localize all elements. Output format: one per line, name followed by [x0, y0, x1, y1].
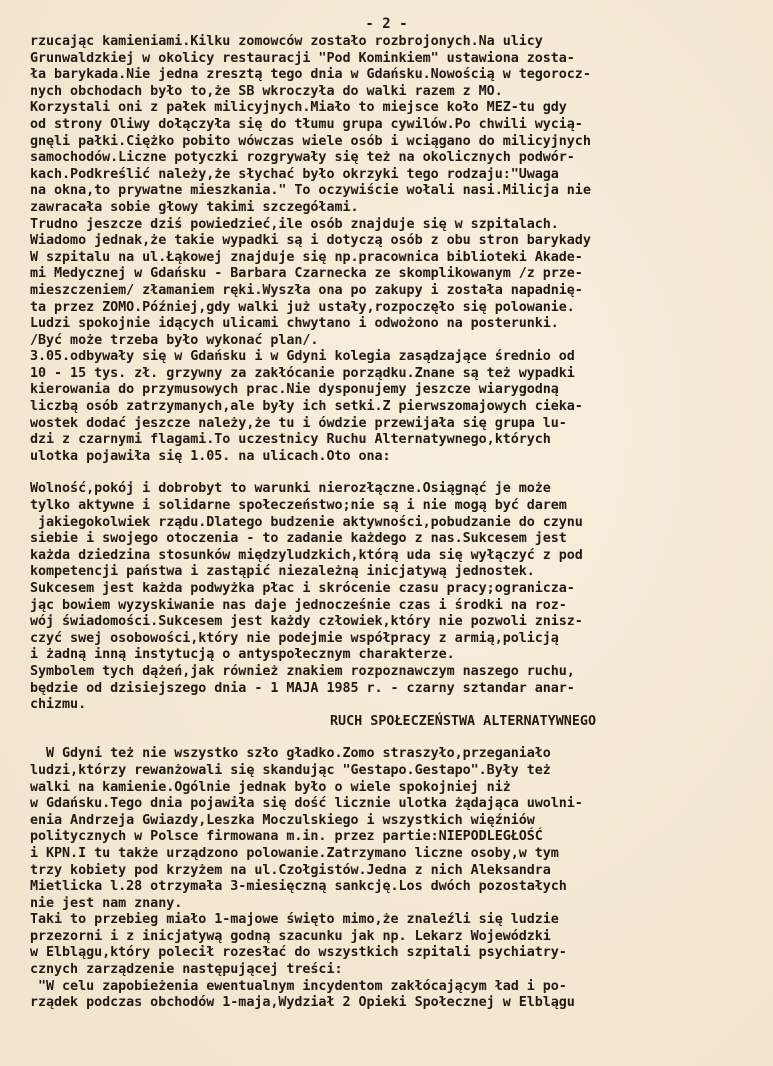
text-line: zawracała sobie głowy takimi szczegółami. [30, 199, 359, 215]
paragraph-elblag [30, 912, 743, 1012]
paragraph-hospitals [30, 217, 743, 350]
text-line: Ludzi spokojnie idących ulicami chwytano i odwożono na posterunki. [30, 316, 559, 332]
text-line: Grunwaldzkiej w okolicy restauracji "Pod Kominkiem" ustawiona zosta- [30, 50, 575, 66]
text-line: 10 - 15 tys. zł. grzywny za zakłócanie porządku.Znane są też wypadki [30, 365, 575, 381]
text-line: przezorni i z inicjatywą godną szacunku jak np. Lekarz Wojewódzki [30, 928, 551, 944]
text-line: Wolność,pokój i dobrobyt to warunki nierozłączne.Osiągnąć je może [30, 481, 551, 497]
text-line: na okna,to prywatne mieszkania." To oczywiście wołali nasi.Milicja nie [30, 183, 591, 199]
text-line: liczbą osób zatrzymanych,ale były ich setki.Z pierwszomajowych cieka- [30, 399, 583, 415]
text-line: wostek dodać jeszcze należy,że tu i ówdzie przewijała się grupa lu- [30, 415, 567, 431]
text-line: i KPN.I tu także urządzono polowanie.Zatrzymano liczne osoby,w tym [30, 845, 559, 861]
text-line: ludzi,którzy rewanżowali się skandując "Gestapo.Gestapo".Były też [30, 762, 551, 778]
text-line: cznych zarządzenie następującej treści: [30, 962, 343, 978]
text-line: "W celu zapobieżenia ewentualnym incydentom zakłócającym ład i po- [30, 978, 567, 994]
text-line: Taki to przebieg miało 1-majowe święto mimo,że znaleźli się ludzie [30, 912, 559, 928]
text-line: tylko aktywne i solidarne społeczeństwo;nie są i nie mogą być darem [30, 498, 567, 514]
text-line: /Być może trzeba było wykonać plan/. [30, 332, 319, 348]
text-line: walki na kamienie.Ogólnie jednak było o wiele spokojniej niż [30, 779, 511, 795]
text-line: enia Andrzeja Gwiazdy,Leszka Moczulskiego i wszystkich więźniów [30, 812, 535, 828]
text-line: kach.Podkreślić należy,że słychać było okrzyki tego rodzaju:"Uwaga [30, 166, 559, 182]
text-line: kompetencji państwa i zastąpić niezależną inicjatywą jednostek. [30, 564, 535, 580]
text-line: Trudno jeszcze dziś powiedzieć,ile osób znajduje się w szpitalach. [30, 216, 559, 232]
text-line: Sukcesem jest każda podwyżka płac i skrócenie czasu pracy;ogranicza- [30, 581, 575, 596]
text-line: siebie i swojego otoczenia - to zadanie każdego z nas.Sukcesem jest [30, 531, 567, 547]
text-line: wój świadomości.Sukcesem jest każdy człowiek,który nie pozwoli znisz- [30, 614, 583, 630]
paragraph-court-fines [30, 349, 743, 465]
text-line: nie jest nam znany. [30, 895, 183, 911]
text-line: ła barykada.Nie jedna zresztą tego dnia w Gdańsku.Nowością w tegorocz- [30, 67, 591, 83]
text-line: i żadną inną instytucją o antyspołecznym charakterze. [30, 647, 455, 663]
text-line: od strony Oliwy dołączyła się do tłumu grupa cywilów.Po chwili wycią- [30, 116, 583, 132]
text-line: jąc bowiem wyzyskiwanie nas daje jednocześnie czas i środki na roz- [30, 597, 567, 613]
text-line: ta przez ZOMO.Później,gdy walki już ustały,rozpoczęło się polowanie. [30, 299, 575, 315]
spacer [30, 730, 743, 746]
spacer [30, 465, 743, 481]
text-line: kierowania do przymusowych prac.Nie dysponujemy jeszcze wiarygodną [30, 382, 559, 398]
text-line: Symbolem tych dążeń,jak również znakiem rozpoznawczym naszego ruchu, [30, 663, 575, 679]
text-line: trzy kobiety pod krzyżem na ul.Czołgistów.Jedna z nich Aleksandra [30, 862, 551, 878]
text-line: rządek podczas obchodów 1-maja,Wydział 2 Opieki Społecznej w Elblągu [30, 995, 575, 1011]
text-line: W Gdyni też nie wszystko szło gładko.Zomo straszyło,przeganiało [30, 746, 551, 762]
text-line: Korzystali oni z pałek milicyjnych.Miało to miejsce koło MEZ-tu gdy [30, 100, 567, 116]
text-line: będzie od dzisiejszego dnia - 1 MAJA 1985 r. - czarny sztandar anar- [30, 680, 575, 696]
text-line: politycznych w Polsce firmowana m.in. przez partie:NIEPODLEGŁOŚĆ [30, 829, 543, 845]
page-number: - 2 - [365, 16, 408, 32]
text-line: Mietlicka l.28 otrzymała 3-miesięczną sankcję.Los dwóch pozostałych [30, 879, 567, 895]
leaflet-signature: RUCH SPOŁECZEŃSTWA ALTERNATYWNEGO [330, 713, 597, 729]
text-line: samochodów.Liczne potyczki rozgrywały się też na okolicznych podwór- [30, 150, 575, 166]
text-line: w Elblągu,który polecił rozesłać do wszystkich szpitali psychiatry- [30, 945, 567, 961]
text-line: dzi z czarnymi flagami.To uczestnicy Ruchu Alternatywnego,których [30, 432, 551, 448]
text-line: mieszczeniem/ złamaniem ręki.Wyszła ona po zakupy i została napadnię- [30, 282, 583, 298]
text-line: gnęli pałki.Ciężko pobito wówczas wiele osób i wciągano do milicyjnych [30, 133, 591, 149]
text-line: jakiegokolwiek rządu.Dlatego budzenie aktywności,pobudzanie do czynu [30, 514, 583, 530]
text-line: czyć swej osobowości,który nie podejmie współpracy z armią,policją [30, 630, 559, 646]
paragraph-gdansk-clashes [30, 34, 743, 217]
text-line: W szpitalu na ul.Łąkowej znajduje się np.pracownica biblioteki Akade- [30, 249, 583, 265]
text-line: w Gdańsku.Tego dnia pojawiła się dość licznie ulotka żądająca uwolni- [30, 796, 583, 812]
leaflet-text [30, 481, 743, 713]
text-line: ulotka pojawiła się 1.05. na ulicach.Oto ona: [30, 448, 391, 464]
text-line: 3.05.odbywały się w Gdańsku i w Gdyni kolegia zasądzające średnio od [30, 349, 575, 365]
text-line: każda dziedzina stosunków międzyludzkich,którą uda się wyłączyć z pod [30, 547, 583, 563]
text-line: rzucając kamieniami.Kilku zomowców zostało rozbrojonych.Na ulicy [30, 34, 543, 49]
text-line: Wiadomo jednak,że takie wypadki są i dotyczą osób z obu stron barykady [30, 233, 591, 249]
text-line: mi Medycznej w Gdańsku - Barbara Czarnecka ze skomplikowanym /z prze- [30, 266, 583, 282]
text-line: chizmu. [30, 697, 87, 713]
text-line: nych obchodach było to,że SB wkroczyła do walki razem z MO. [30, 83, 503, 99]
paragraph-gdynia [30, 746, 743, 912]
